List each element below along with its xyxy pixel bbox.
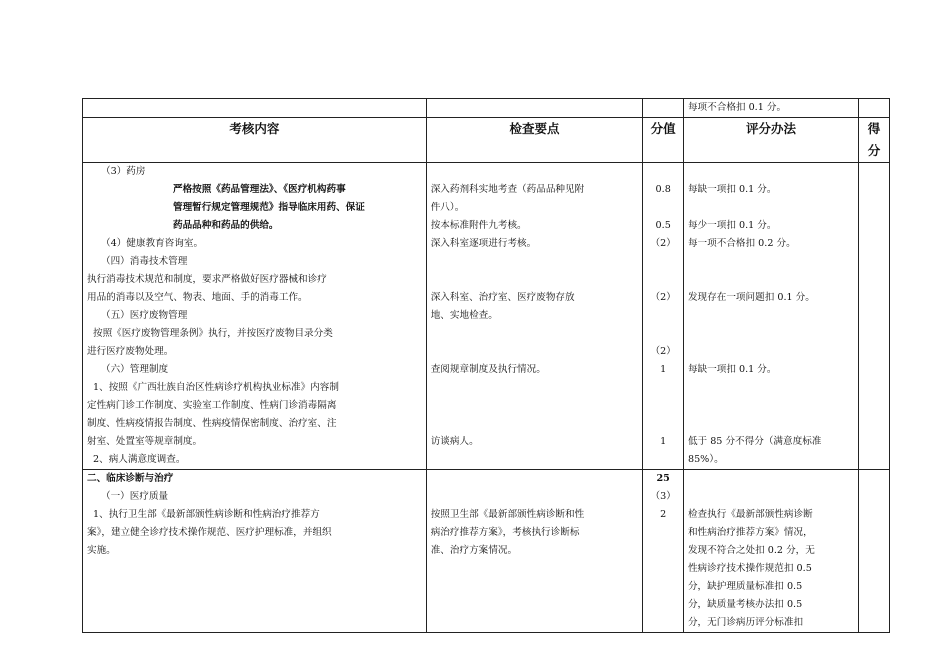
content-line: 药品品种和药品的供给。: [173, 220, 279, 231]
method-line: 发现存在一项问题扣 0.1 分。: [687, 292, 815, 303]
points-line: 访谈病人。: [430, 436, 479, 447]
score-value: （3）: [650, 491, 676, 502]
method-line: 每一项不合格扣 0.2 分。: [687, 238, 796, 249]
header-content: 考核内容: [83, 118, 427, 163]
points-line: 深入科室、治疗室、医疗废物存放: [430, 292, 575, 303]
content-line: （四）消毒技术管理: [101, 256, 188, 267]
content-line: （六）管理制度: [101, 364, 169, 375]
header-method: 评分办法: [683, 118, 858, 163]
method-line: 分，无门诊病历评分标准扣: [687, 617, 804, 628]
content-line: 用品的消毒以及空气、物表、地面、手的消毒工作。: [87, 292, 308, 303]
method-line: 每缺一项扣 0.1 分。: [687, 184, 777, 195]
score-cell: [643, 163, 684, 470]
content-line: （一）医疗质量: [101, 491, 169, 502]
method-line: 检查执行《最新部颁性病诊断: [687, 509, 813, 520]
method-line: 发现不符合之处扣 0.2 分，无: [687, 545, 815, 556]
content-line: 管理暂行规定管理规范》指导临床用药、保证: [173, 202, 365, 213]
score-value: 0.8: [655, 184, 671, 195]
method-line: 性病诊疗技术操作规范扣 0.5: [687, 563, 812, 574]
content-line: 实施。: [87, 545, 116, 556]
content-line: 执行消毒技术规范和制度，要求严格做好医疗器械和诊疗: [87, 274, 327, 285]
method-line: 和性病治疗推荐方案》情况，: [687, 527, 813, 538]
points-line: 按本标准附件九考核。: [430, 220, 527, 231]
score-value: 0.5: [655, 220, 671, 231]
content-cell: [83, 99, 427, 118]
content-line: 定性病门诊工作制度、实验室工作制度、性病门诊消毒隔离: [87, 400, 337, 411]
method-cell: [683, 470, 858, 633]
points-line: 深入科室逐项进行考核。: [430, 238, 537, 249]
content-line: （4）健康教育咨询室。: [101, 238, 204, 249]
method-line: 低于 85 分不得分（满意度标准: [687, 436, 822, 447]
method-line: 分，缺质量考核办法扣 0.5: [687, 599, 803, 610]
score-value: （2）: [650, 238, 676, 249]
points-cell: [426, 470, 643, 633]
got-cell: [859, 99, 890, 118]
content-line: （3）药房: [101, 166, 146, 177]
header-score: 分值: [643, 118, 684, 163]
score-value: 1: [660, 364, 667, 375]
content-line: 1、按照《广西壮族自治区性病诊疗机构执业标准》内容制: [93, 382, 339, 393]
content-cell: [83, 163, 427, 470]
score-value: （2）: [650, 346, 676, 357]
content-line: 制度、性病疫情报告制度、性病疫情保密制度、治疗室、注: [87, 418, 337, 429]
score-value: 25: [656, 473, 670, 484]
method-cell: [683, 163, 858, 470]
method-line: 每少一项扣 0.1 分。: [687, 220, 777, 231]
method-line: 分，缺护理质量标准扣 0.5: [687, 581, 803, 592]
table-row: [83, 163, 890, 470]
method-cell: [683, 99, 858, 118]
content-line: 按照《医疗废物管理条例》执行，并按医疗废物目录分类: [93, 328, 333, 339]
points-line: 查阅规章制度及执行情况。: [430, 364, 546, 375]
got-cell: [859, 470, 890, 633]
method-text: 每项不合格扣 0.1 分。: [687, 102, 787, 113]
points-cell: [426, 163, 643, 470]
method-line: 每缺一项扣 0.1 分。: [687, 364, 777, 375]
got-cell: [859, 163, 890, 470]
content-line: 射室、处置室等规章制度。: [87, 436, 203, 447]
content-line: 严格按照《药品管理法》、《医疗机构药事: [173, 184, 346, 195]
score-value: 2: [660, 509, 667, 520]
points-line: 件八）。: [430, 202, 465, 213]
header-points: 检查要点: [426, 118, 643, 163]
points-line: 深入药剂科实地考查（药品品种见附: [430, 184, 585, 195]
header-row: [83, 118, 890, 163]
table-row: [83, 99, 890, 118]
content-line: 1、执行卫生部《最新部颁性病诊断和性病治疗推荐方: [93, 509, 320, 520]
points-cell: [426, 99, 643, 118]
header-got: 得分: [859, 118, 890, 163]
section-title: 二、临床诊断与治疗: [87, 473, 174, 484]
score-cell: [643, 470, 684, 633]
content-cell: [83, 470, 427, 633]
points-line: 准、治疗方案情况。: [430, 545, 518, 556]
assessment-table: [82, 98, 890, 633]
content-line: （五）医疗废物管理: [101, 310, 188, 321]
score-value: （2）: [650, 292, 676, 303]
points-line: 地、实地检查。: [430, 310, 498, 321]
content-line: 2、病人满意度调查。: [93, 454, 186, 465]
method-line: 85%）。: [687, 454, 724, 465]
score-cell: [643, 99, 684, 118]
content-line: 进行医疗废物处理。: [87, 346, 174, 357]
table-row: [83, 470, 890, 633]
content-line: 案》，建立健全诊疗技术操作规范、医疗护理标准，并组织: [87, 527, 332, 538]
points-line: 按照卫生部《最新部颁性病诊断和性: [430, 509, 585, 520]
points-line: 病治疗推荐方案》，考核执行诊断标: [430, 527, 580, 538]
score-value: 1: [660, 436, 667, 447]
